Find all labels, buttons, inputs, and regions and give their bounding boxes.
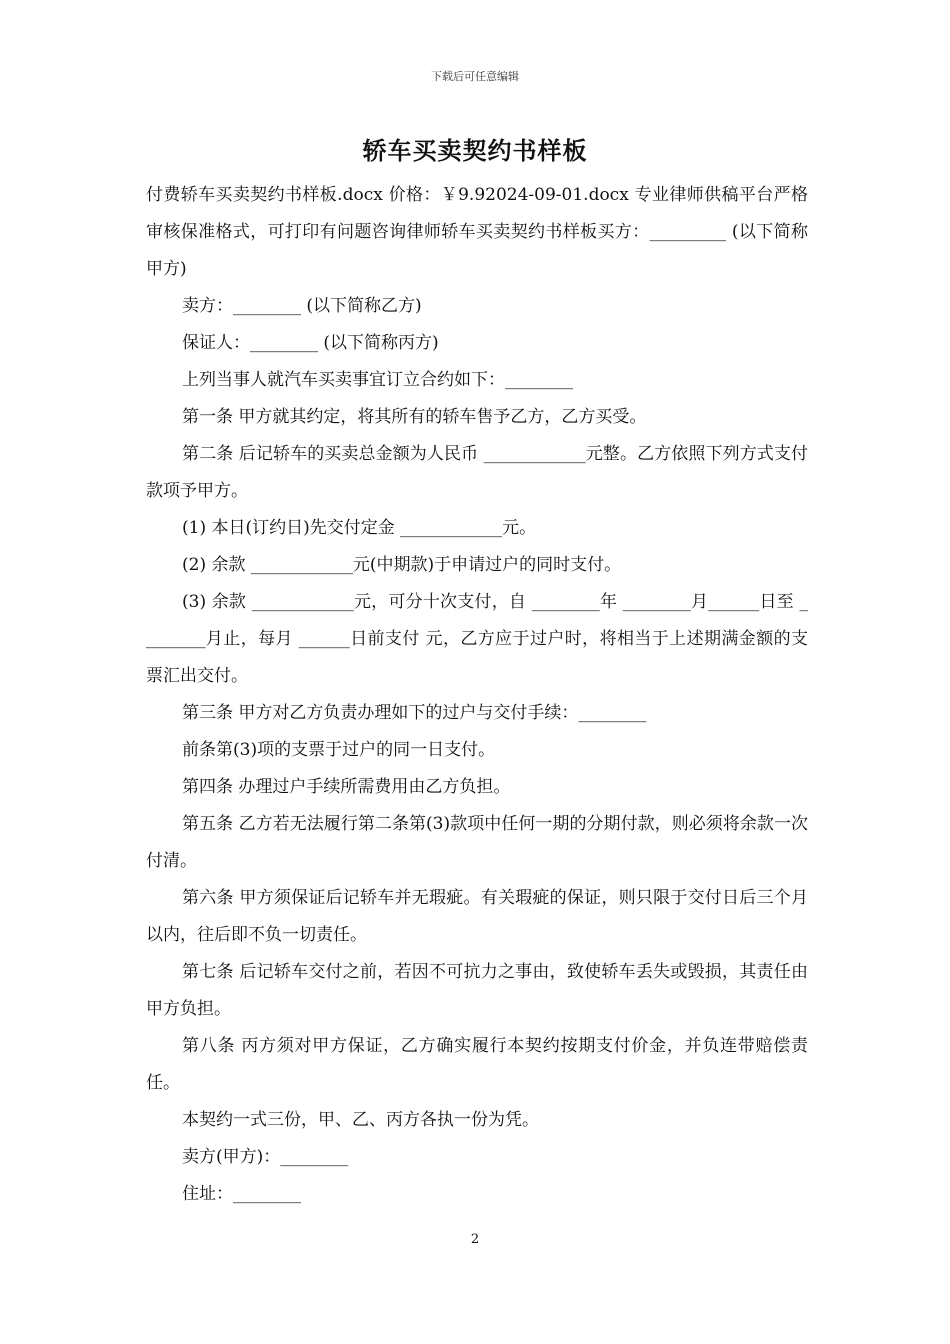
- article-1: 第一条 甲方就其约定，将其所有的轿车售予乙方，乙方买受。: [182, 407, 647, 427]
- seller-signature-line: 卖方(甲方)：________: [182, 1147, 349, 1167]
- payment-item-3: (3) 余款 ____________元，可分十次支付，自 ________年 ________月______日至 ________月止，每月 ______日前支付 元，乙方应于过户时，将相当于上述期满金额的支票汇出交付。: [146, 592, 808, 686]
- guarantor-line: 保证人：________ (以下简称丙方): [182, 333, 439, 353]
- article-6: 第六条 甲方须保证后记轿车并无瑕疵。有关瑕疵的保证，则只限于交付日后三个月以内，往后即不负一切责任。: [146, 888, 808, 945]
- intro-paragraph: 付费轿车买卖契约书样板.docx 价格：￥9.92024-09-01.docx 专业律师供稿平台严格审核保准格式，可打印有问题咨询律师轿车买卖契约书样板买方：_________ (以下简称甲方): [146, 185, 808, 279]
- article-8: 第八条 丙方须对甲方保证，乙方确实履行本契约按期支付价金，并负连带赔偿责任。: [146, 1036, 808, 1093]
- document-title: 轿车买卖契约书样板: [362, 136, 588, 165]
- page-number: 2: [470, 1232, 480, 1247]
- payment-item-1: (1) 本日(订约日)先交付定金 ____________元。: [182, 518, 537, 538]
- document-body: [146, 177, 808, 1213]
- article-4: 第四条 办理过户手续所需费用由乙方负担。: [182, 777, 511, 797]
- article-3-note: 前条第(3)项的支票于过户的同一日支付。: [182, 740, 496, 760]
- payment-item-2: (2) 余款 ____________元(中期款)于申请过户的同时支付。: [182, 555, 622, 575]
- copies-clause: 本契约一式三份，甲、乙、丙方各执一份为凭。: [182, 1110, 539, 1130]
- seller-line: 卖方：________ (以下简称乙方): [182, 296, 422, 316]
- article-5: 第五条 乙方若无法履行第二条第(3)款项中任何一期的分期付款，则必须将余款一次付清。: [146, 814, 808, 871]
- agreement-intro: 上列当事人就汽车买卖事宜订立合约如下：________: [182, 370, 573, 390]
- article-7: 第七条 后记轿车交付之前，若因不可抗力之事由，致使轿车丢失或毁损，其责任由甲方负担。: [146, 962, 808, 1019]
- address-line: 住址：________: [182, 1184, 301, 1204]
- article-3: 第三条 甲方对乙方负责办理如下的过户与交付手续：________: [182, 703, 647, 723]
- article-2: 第二条 后记轿车的买卖总金额为人民币 ____________元整。乙方依照下列方式支付款项予甲方。: [146, 444, 808, 501]
- page-header-note: 下载后可任意编辑: [431, 70, 519, 83]
